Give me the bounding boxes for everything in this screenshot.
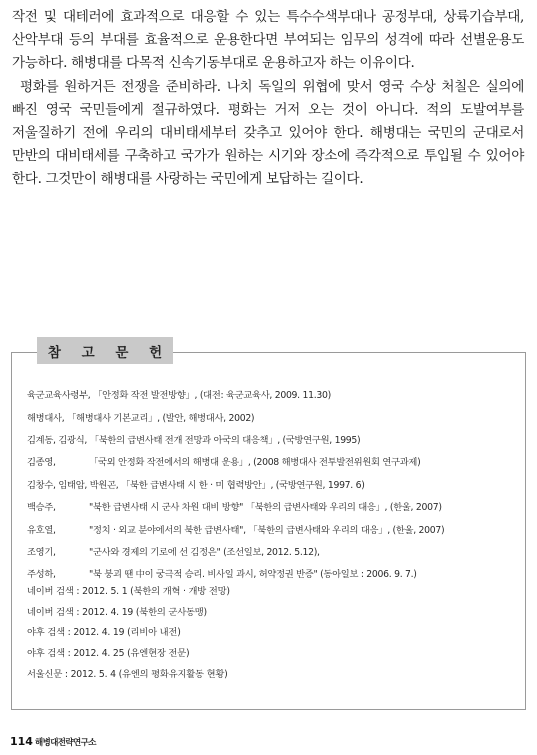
references-box <box>11 344 526 710</box>
reference-author: 조영기, <box>27 546 56 558</box>
web-source-item: 네이버 검색 : 2012. 5. 1 (북한의 개혁 · 개방 전망) <box>27 586 230 598</box>
reference-text: 김창수, 임태암, 박원곤, 「북한 급변사태 시 한 · 미 협력방안」, (국방연구원, 1997. 6) <box>27 479 365 491</box>
reference-author: 유호열, <box>27 524 56 536</box>
web-source-list <box>27 580 522 683</box>
reference-text: 해병대사, 「해병대사 기본교리」, (발안, 해병대사, 2002) <box>27 412 255 424</box>
reference-author: 김종영, <box>27 457 56 469</box>
reference-title: "정치 · 외교 분야에서의 북한 급변사태", 「북한의 급변사태와 우리의 대응」, (한울, 2007) <box>89 524 445 536</box>
reference-author: 주성하, <box>27 569 56 581</box>
body-paragraph-1: 작전 및 대테러에 효과적으로 대응할 수 있는 특수수색부대나 공정부대, 상륙기습부대, 산악부대 등의 부대를 효율적으로 운용한다면 부여되는 임무의 성격에 따라 선별운용도 가능하다. 해병대를 다목적 신속기동부대로 운용하고자 하는 이유이다. <box>12 9 524 72</box>
organization-name: 해병대전략연구소 <box>34 738 96 748</box>
reference-title: "북한 급변사태 시 군사 차원 대비 방향" 「북한의 급변사태와 우리의 대응」, (한울, 2007) <box>89 502 442 514</box>
reference-item <box>27 405 522 427</box>
reference-author: 백승주, <box>27 502 56 514</box>
reference-title: 「국외 안정화 작전에서의 해병대 운용」, (2008 해병대사 전투발전위원회 연구과제) <box>89 457 421 469</box>
reference-item <box>27 428 522 450</box>
references-header: 참 고 문 헌 <box>37 337 173 364</box>
reference-title: "군사와 경제의 기로에 선 김정은" (조선일보, 2012. 5.12), <box>89 546 320 558</box>
reference-text: 육군교육사령부, 「안정화 작전 발전방향」, (대전: 육군교육사, 2009. 11.30) <box>27 390 331 402</box>
body-paragraph-2: 평화를 원하거든 전쟁을 준비하라. 나치 독일의 위협에 맞서 영국 수상 처칠은 실의에 빠진 영국 국민들에게 절규하였다. 평화는 거저 오는 것이 아니다. 적의 도발여부를 저울질하기 전에 우리의 대비태세부터 갖추고 있어야 한다. 해병대는 국민의 군대로서 만반의 대비태세를 구축하고 국가가 원하는 시기와 장소에 즉각적으로 투입될 수 있어야 한다. 그것만이 해병대를 사랑하는 국민에게 보답하는 길이다. <box>12 78 524 188</box>
reference-list <box>27 383 522 585</box>
body-text <box>12 6 524 192</box>
web-source-item: 네이버 검색 : 2012. 4. 19 (북한의 군사동맹) <box>27 606 207 618</box>
reference-text: 김계동, 김광식, 「북한의 급변사태 전개 전망과 아국의 대응책」, (국방연구원, 1995) <box>27 434 361 446</box>
page-footer <box>10 735 96 748</box>
reference-item <box>27 473 522 495</box>
page-number: 114 <box>10 735 33 748</box>
reference-item <box>27 517 522 539</box>
web-source-item: 야후 검색 : 2012. 4. 19 (리비아 내전) <box>27 627 181 639</box>
reference-item <box>27 540 522 562</box>
reference-item <box>27 495 522 517</box>
reference-title: "북 붕괴 땐 中이 궁극적 승리. 비사일 과시, 허약정권 반증" (동아일보 : 2006. 9. 7.) <box>89 569 417 581</box>
reference-item <box>27 450 522 472</box>
web-source-item: 야후 검색 : 2012. 4. 25 (유엔현장 전문) <box>27 648 190 660</box>
reference-item <box>27 383 522 405</box>
web-source-item: 서울신문 : 2012. 5. 4 (유엔의 평화유지활동 현황) <box>27 668 228 680</box>
